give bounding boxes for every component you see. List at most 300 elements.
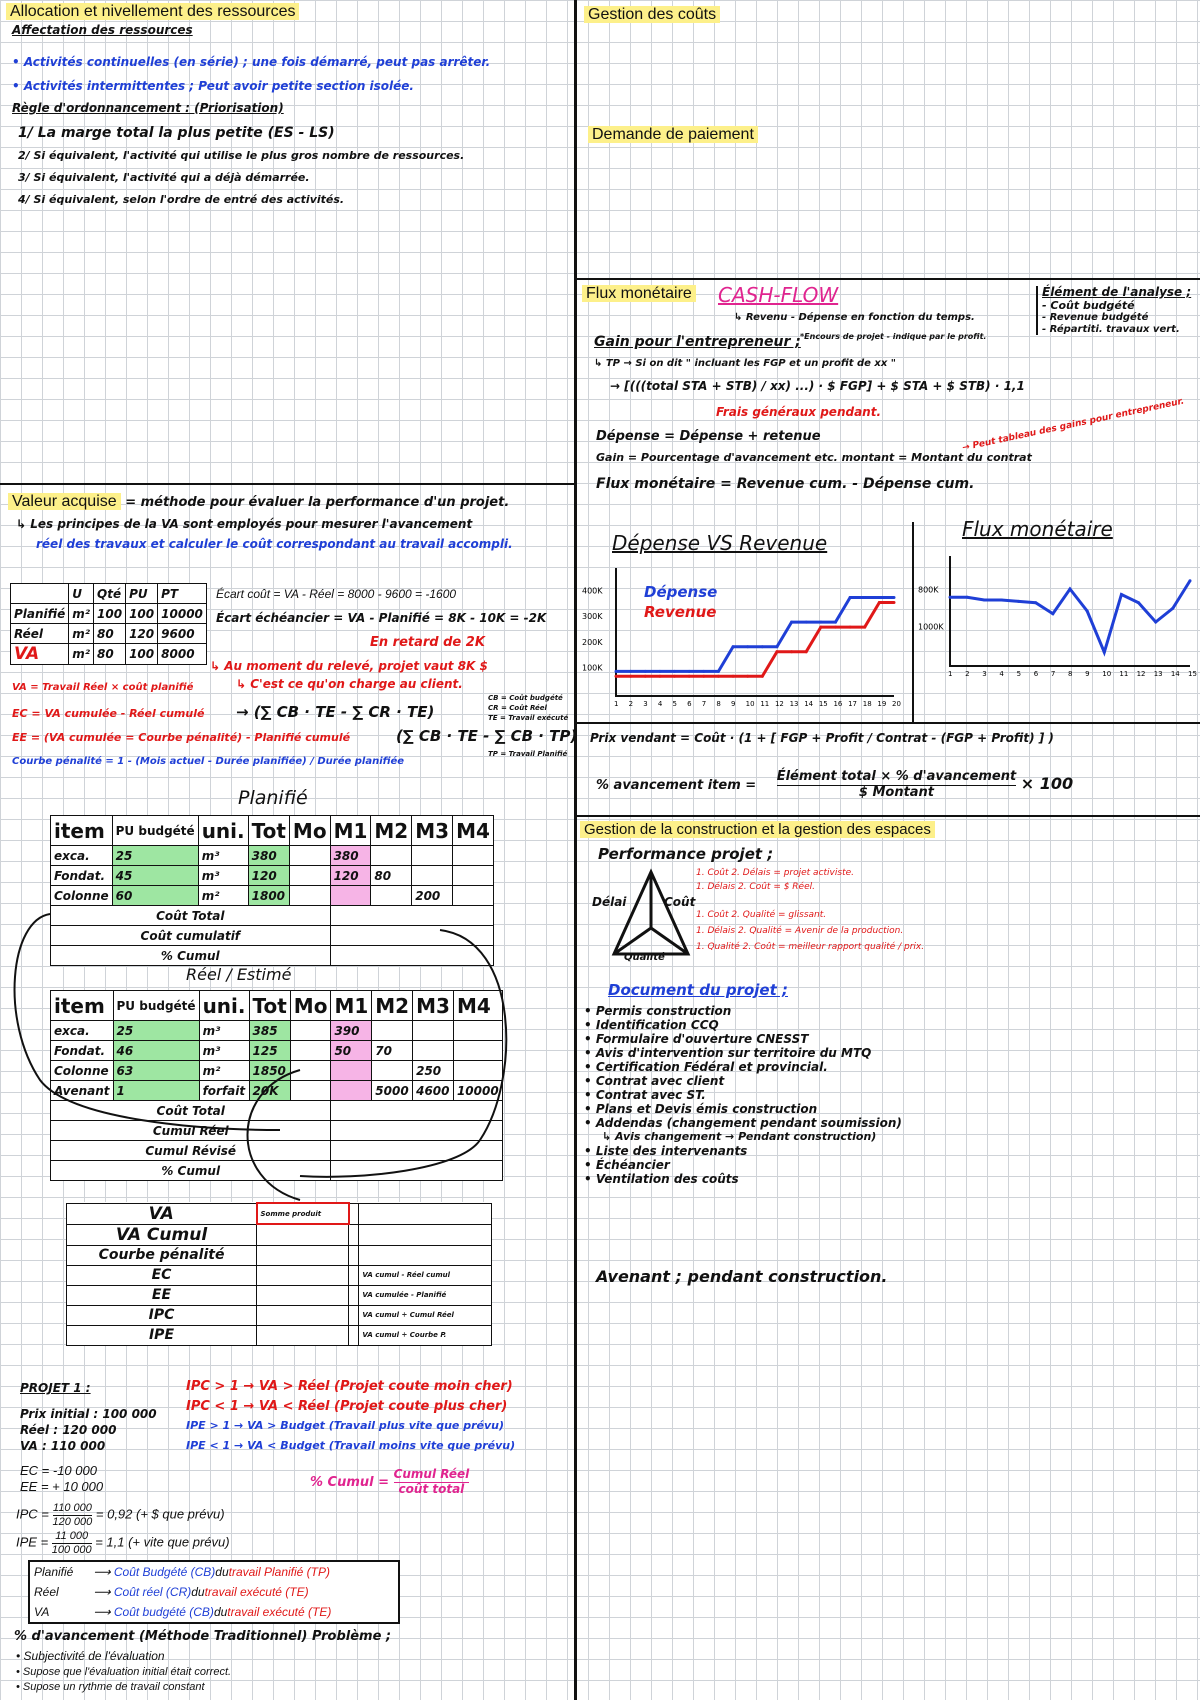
summary-row: [67, 1224, 492, 1245]
avance-b2: • Supose que l'évaluation initial était correct.: [16, 1666, 232, 1678]
chart-xtick: 13: [789, 700, 799, 708]
grid-cell: 385: [249, 1021, 290, 1041]
chart-point: [878, 596, 881, 599]
grid-cell: 45: [112, 866, 198, 886]
va-table-cell: VA: [11, 644, 69, 665]
va-head-cell: [11, 584, 69, 604]
chart-point: [629, 670, 632, 673]
legend-key: Réel: [34, 1585, 59, 1599]
chart1-legend-rev: Revenue: [644, 603, 717, 621]
divider-right-1: [576, 278, 1200, 280]
doc-item: • Identification CCQ: [584, 1018, 719, 1032]
legend-arrow: ⟶: [90, 1585, 114, 1599]
summary-cell: [359, 1245, 492, 1265]
chart-point: [688, 670, 691, 673]
paiement-title: Demande de paiement: [588, 126, 758, 143]
chart-ytick: 800K: [918, 585, 939, 595]
va-d3: EE = (VA cumulée = Courbe pénalité) - Planifié cumulé: [12, 731, 351, 744]
divider-right-2: [576, 815, 1200, 817]
grid-cell: 10000: [453, 1081, 502, 1101]
projet-l5: EE = + 10 000: [20, 1479, 104, 1494]
grid-cell: 1: [113, 1081, 199, 1101]
flux-l6: Dépense = Dépense + retenue: [596, 429, 821, 444]
grid-head-cell: Tot: [248, 816, 289, 846]
chart-point: [805, 621, 808, 624]
chart-point: [644, 675, 647, 678]
chart-xtick: 3: [643, 700, 648, 708]
pct-cumul-label: % Cumul =: [310, 1474, 390, 1490]
va-t1: = méthode pour évaluer la performance d'un projet.: [125, 495, 510, 510]
chart-xtick: 15: [818, 700, 828, 708]
grid-cell: 1850: [249, 1061, 290, 1081]
chart-point: [761, 675, 764, 678]
chart-point: [893, 596, 896, 599]
summary-cell: [257, 1285, 349, 1305]
chart-point: [1086, 610, 1089, 613]
grid-head-cell: M1: [331, 991, 372, 1021]
ipe-num: 11 000: [52, 1530, 92, 1544]
legend-row: [30, 1582, 398, 1602]
chart-xtick: 3: [982, 670, 987, 678]
prix-l2: % avancement item =: [596, 777, 757, 793]
chart-point: [878, 601, 881, 604]
doc-item: • Certification Fédéral et provincial.: [584, 1060, 828, 1074]
grid-head-cell: M3: [412, 816, 453, 846]
summary-row: [67, 1265, 492, 1285]
chart-point: [849, 626, 852, 629]
grid-cell: 200: [412, 886, 453, 906]
grid-cell: 63: [113, 1061, 199, 1081]
legend-v3: travail exécuté (TE): [204, 1585, 309, 1599]
chart-point: [1120, 593, 1123, 596]
grid-cell: 50: [331, 1041, 372, 1061]
chart-point: [1103, 651, 1106, 654]
grid-cell: Colonne: [51, 886, 113, 906]
chart-point: [615, 675, 618, 678]
chart-point: [717, 675, 720, 678]
va-d1b: VA = Travail Réel × coût planifié: [12, 682, 194, 693]
flow-arrows: [0, 880, 575, 1210]
grid-cell: 120: [248, 866, 289, 886]
legend-v2: du: [215, 1565, 229, 1579]
va-table-cell: 80: [94, 644, 126, 665]
grid-foot-label: Coût Total: [51, 906, 331, 926]
chart-point: [949, 596, 952, 599]
reel-title: Réel / Estimé: [186, 965, 292, 984]
grid-row: [51, 846, 494, 866]
doc-item: • Échéancier: [584, 1158, 670, 1172]
chart-point: [1069, 588, 1072, 591]
constr-title: Gestion de la construction et la gestion des espaces: [580, 821, 935, 838]
grid-cell: 25: [112, 846, 198, 866]
summary-row: [67, 1285, 492, 1305]
chart-xtick: 8: [1068, 670, 1073, 678]
grid-cell: m²: [198, 886, 248, 906]
tri-4: 1. Délais 2. Qualité = Avenir de la production.: [696, 926, 904, 936]
alloc-l2: • Activités intermittentes ; Peut avoir petite section isolée.: [12, 79, 414, 93]
flux-side2: - Coût budgété: [1042, 298, 1135, 312]
chart-point: [775, 650, 778, 653]
grid-cell: 1800: [248, 886, 289, 906]
va-table-cell: Planifié: [11, 604, 69, 624]
doc-item: • Contrat avec ST.: [584, 1088, 706, 1102]
grid-head-cell: Mo: [290, 991, 331, 1021]
grid-cell: [289, 846, 330, 866]
rule-3: IPE > 1 → VA > Budget (Travail plus vite que prévu): [186, 1419, 505, 1432]
summary-cell: [349, 1325, 359, 1345]
doc-title: Document du projet ;: [608, 981, 788, 999]
va-f1: → (∑ CB · TE - ∑ CR · TE): [236, 703, 435, 721]
alloc-l6: 3/ Si équivalent, l'activité qui a déjà démarrée.: [18, 171, 310, 184]
chart-point: [688, 675, 691, 678]
chart-point: [702, 670, 705, 673]
chart-xtick: 20: [892, 700, 901, 708]
va-table-cell: 100: [126, 604, 158, 624]
couts-title: Gestion des coûts: [584, 6, 720, 23]
chart-point: [775, 645, 778, 648]
avance-title: % d'avancement (Méthode Traditionnel) Problème ;: [14, 1629, 392, 1644]
chart-xtick: 9: [1085, 670, 1090, 678]
va-table-cell: 8000: [158, 644, 207, 665]
grid-cell: 125: [249, 1041, 290, 1061]
doc-list: [584, 1004, 902, 1186]
summary-cell: VA cumulée - Planifié: [359, 1285, 492, 1305]
legend-row: [30, 1602, 398, 1622]
chart-xtick: 12: [1136, 670, 1146, 678]
va-example-table: [10, 583, 207, 665]
va-ec: Écart coût = VA - Réel = 8000 - 9600 = -1600: [216, 587, 457, 601]
grid-head-cell: M4: [453, 816, 494, 846]
chart2-title: Flux monétaire: [962, 517, 1113, 541]
chart-separator: [912, 522, 914, 722]
chart-point: [732, 675, 735, 678]
va-table-cell: 120: [126, 624, 158, 644]
va-table-row: [11, 604, 207, 624]
grid-cell: 20K: [249, 1081, 290, 1101]
chart-xtick: 4: [999, 670, 1004, 678]
chart-xtick: 10: [745, 700, 755, 708]
grid-cell: exca.: [51, 846, 113, 866]
grid-head-cell: uni.: [199, 991, 249, 1021]
projet-l1: Prix initial : 100 000: [20, 1407, 157, 1421]
chart-point: [1137, 601, 1140, 604]
summary-cell: [349, 1265, 359, 1285]
va-n3: TE = Travail exécuté: [488, 714, 569, 722]
ipc-den: 120 000: [52, 1515, 93, 1528]
va-table-cell: Réel: [11, 624, 69, 644]
perf-title: Performance projet ;: [598, 845, 774, 863]
grid-head-cell: M2: [371, 816, 412, 846]
chart-point: [1154, 621, 1157, 624]
chart-point: [673, 675, 676, 678]
alloc-l1: • Activités continuelles (en série) ; une fois démarré, peut pas arrêter.: [12, 55, 491, 69]
grid-head-cell: M2: [372, 991, 413, 1021]
grid-cell: m³: [198, 866, 248, 886]
chart-xtick: 2: [965, 670, 970, 678]
ipc-num: 110 000: [52, 1502, 92, 1514]
grid-cell: 120: [330, 866, 371, 886]
chart-point: [1000, 599, 1003, 602]
va-table-cell: m²: [69, 624, 94, 644]
summary-row: [67, 1325, 492, 1345]
grid-cell: [371, 846, 412, 866]
projet-l4: EC = -10 000: [20, 1463, 97, 1478]
chart-point: [629, 675, 632, 678]
va-title: Valeur acquise: [8, 493, 121, 510]
chart-series-0: [950, 581, 1190, 653]
summary-cell: [257, 1245, 349, 1265]
legend-box: [28, 1560, 400, 1624]
chart-xtick: 10: [1102, 670, 1112, 678]
flux-note: → Peut tableau des gains pour entrepreneur.: [961, 396, 1186, 454]
chart-xtick: 19: [877, 700, 887, 708]
grid-foot-label: Cumul Révisé: [51, 1141, 331, 1161]
grid-cell: Fondat.: [51, 1041, 114, 1061]
projet-title: PROJET 1 :: [20, 1381, 91, 1395]
chart-point: [819, 621, 822, 624]
ipe-den: 100 000: [51, 1543, 92, 1556]
grid-cell: m³: [199, 1041, 249, 1061]
grid-head-cell: M3: [413, 991, 454, 1021]
tri-3: 1. Coût 2. Qualité = glissant.: [696, 910, 827, 920]
projet-l3: VA : 110 000: [20, 1439, 106, 1453]
va-table-cell: 9600: [158, 624, 207, 644]
flux-title: Flux monétaire: [582, 285, 696, 302]
grid-foot-label: % Cumul: [51, 946, 331, 966]
chart-point: [849, 596, 852, 599]
va-d4: Courbe pénalité = 1 - (Mois actuel - Durée planifiée) / Durée planifiée: [12, 756, 405, 767]
chart-point: [790, 650, 793, 653]
legend-v3: travail exécuté (TE): [227, 1605, 332, 1619]
chart-xtick: 6: [1033, 670, 1039, 678]
chart-point: [644, 670, 647, 673]
chart-point: [717, 670, 720, 673]
grid-cell: 80: [371, 866, 412, 886]
summary-label: VA Cumul: [67, 1224, 257, 1245]
chart-point: [658, 670, 661, 673]
chart-point: [761, 645, 764, 648]
flux-l2b: *Encours de projet - indique par le profit.: [800, 332, 987, 341]
doc-item: • Addendas (changement pendant soumission): [584, 1116, 902, 1130]
summary-cell: VA cumul - Réel cumul: [359, 1265, 492, 1285]
rule-2: IPC < 1 → VA < Réel (Projet coute plus cher): [186, 1399, 508, 1414]
va-retard: En retard de 2K: [370, 635, 485, 650]
chart-point: [702, 675, 705, 678]
grid-cell: m³: [199, 1021, 249, 1041]
chart-xtick: 18: [862, 700, 872, 708]
doc-item: ↳ Avis changement → Pendant construction): [602, 1130, 877, 1143]
chart-ytick: 1000K: [918, 622, 944, 632]
center-divider: [574, 0, 577, 1700]
legend-v1: Coût réel (CR): [113, 1585, 192, 1599]
tri-2: 1. Délais 2. Coût = $ Réel.: [696, 882, 815, 892]
chart-point: [983, 599, 986, 602]
chart-xtick: 1: [614, 700, 619, 708]
chart-xtick: 7: [701, 700, 707, 708]
chart-point: [673, 670, 676, 673]
summary-cell: [359, 1224, 492, 1245]
chart-point: [834, 626, 837, 629]
va-head-cell: U: [69, 584, 94, 604]
performance-triangle: [606, 868, 696, 964]
va-client: ↳ C'est ce qu'on charge au client.: [236, 677, 463, 691]
avance-b1: • Subjectivité de l'évaluation: [16, 1649, 165, 1663]
alloc-sub: Affectation des ressources: [12, 23, 193, 37]
summary-cell: [257, 1224, 349, 1245]
prix-l2n: Élément total × % d'avancement: [776, 769, 1017, 784]
chart-xtick: 1: [948, 670, 953, 678]
va-head-cell: PU: [126, 584, 158, 604]
va-table-head: [11, 584, 207, 604]
va-table-cell: m²: [69, 644, 94, 665]
chart-xtick: 6: [687, 700, 692, 708]
grid-cell: 25: [113, 1021, 199, 1041]
chart-point: [863, 596, 866, 599]
summary-cell: [257, 1305, 349, 1325]
summary-cell: [349, 1224, 359, 1245]
grid-head-cell: uni.: [198, 816, 248, 846]
alloc-l5: 2/ Si équivalent, l'activité qui utilise le plus gros nombre de ressources.: [18, 149, 465, 162]
va-head-cell: PT: [158, 584, 207, 604]
tri-5: 1. Qualité 2. Coût = meilleur rapport qualité / prix.: [696, 942, 925, 952]
grid-cell: m²: [199, 1061, 249, 1081]
tri-1: 1. Coût 2. Délais = projet activiste.: [696, 868, 854, 878]
chart-point: [819, 626, 822, 629]
divider-prix: [576, 722, 1200, 724]
doc-item: • Avis d'intervention sur territoire du MTQ: [584, 1046, 872, 1060]
flux-l3: ↳ TP → Si on dit " incluant les FGP et un profit de xx ": [594, 358, 896, 369]
legend-row: [30, 1562, 398, 1582]
legend-v3: travail Planifié (TP): [228, 1565, 330, 1579]
chart-point: [1189, 579, 1192, 582]
chart-point: [1017, 600, 1020, 603]
summary-label: EE: [67, 1285, 257, 1305]
grid-cell: 5000: [372, 1081, 413, 1101]
ipc-result: = 0,92 (+ $ que prévu): [95, 1506, 225, 1522]
doc-item: • Contrat avec client: [584, 1074, 725, 1088]
va-n2: CR = Coût Réel: [488, 704, 547, 712]
grid-head-cell: Mo: [289, 816, 330, 846]
legend-arrow: ⟶: [90, 1565, 114, 1579]
va-head-cell: Qté: [94, 584, 126, 604]
summary-cell: VA cumul ÷ Courbe P.: [359, 1325, 492, 1345]
flux-l8: Flux monétaire = Revenue cum. - Dépense cum.: [596, 476, 975, 492]
doc-item: • Permis construction: [584, 1004, 732, 1018]
grid-cell: Fondat.: [51, 866, 113, 886]
grid-cell: 70: [372, 1041, 413, 1061]
legend-v2: du: [191, 1585, 205, 1599]
rule-1: IPC > 1 → VA > Réel (Projet coute moin cher): [186, 1379, 513, 1394]
planifie-title: Planifié: [238, 787, 308, 809]
chart-xtick: 15: [1188, 670, 1197, 678]
chart-point: [746, 645, 749, 648]
chart1-title: Dépense VS Revenue: [612, 531, 828, 555]
doc-item: • Plans et Devis émis construction: [584, 1102, 818, 1116]
grid-cell: Avenant: [51, 1081, 114, 1101]
summary-label: VA: [67, 1203, 257, 1224]
avenant-note: Avenant ; pendant construction.: [596, 1267, 888, 1286]
va-table-cell: 100: [94, 604, 126, 624]
prix-l1: Prix vendant = Coût · (1 + [ FGP + Profit / Contrat - (FGP + Profit) ] ): [590, 731, 1054, 745]
legend-v2: du: [213, 1605, 228, 1619]
chart-xtick: 14: [1170, 670, 1180, 678]
chart-point: [1051, 612, 1054, 615]
va-table-cell: m²: [69, 604, 94, 624]
summary-cell: [349, 1245, 359, 1265]
doc-item: • Liste des intervenants: [584, 1144, 748, 1158]
legend-v1: Coût budgété (CB): [113, 1605, 214, 1619]
grid-cell: 46: [113, 1041, 199, 1061]
projet-l2: Réel : 120 000: [20, 1423, 117, 1437]
flux-side1: Élément de l'analyse ;: [1042, 285, 1192, 299]
grid-foot-label: Coût cumulatif: [51, 926, 331, 946]
grid-cell: 390: [331, 1021, 372, 1041]
grid-head: [51, 816, 494, 846]
alloc-l7: 4/ Si équivalent, selon l'ordre de entré des activités.: [18, 193, 345, 206]
prix-l2r: × 100: [1020, 773, 1074, 793]
va-n4: TP = Travail Planifié: [488, 750, 568, 758]
grid-cell: m³: [198, 846, 248, 866]
grid-cell: exca.: [51, 1021, 114, 1041]
summary-row: [67, 1245, 492, 1265]
grid-head-cell: PU budgété: [112, 816, 198, 846]
chart-point: [805, 650, 808, 653]
summary-cell: VA cumul ÷ Cumul Réel: [359, 1305, 492, 1325]
chart-point: [790, 621, 793, 624]
chart-xtick: 13: [1153, 670, 1163, 678]
summary-cell: Somme produit: [257, 1203, 349, 1224]
va-f2: (∑ CB · TE - ∑ CB · TP): [396, 727, 578, 745]
va-d2: EC = VA cumulée - Réel cumulé: [12, 707, 205, 720]
alloc-l3: Règle d'ordonnancement : (Priorisation): [12, 101, 284, 115]
flux-side4: - Répartiti. travaux vert.: [1042, 323, 1180, 335]
va-table-row: [11, 644, 207, 665]
summary-cell: [349, 1305, 359, 1325]
chart-xtick: 14: [804, 700, 814, 708]
depense-revenue-chart: [580, 560, 900, 720]
grid-cell: 250: [413, 1061, 454, 1081]
chart-ytick: 300K: [582, 612, 603, 622]
grid-head-cell: M4: [453, 991, 502, 1021]
summary-cell: [257, 1325, 349, 1345]
tri-qualite: Qualité: [624, 952, 665, 963]
va-table-cell: 80: [94, 624, 126, 644]
grid-cell: [412, 846, 453, 866]
chart-point: [615, 670, 618, 673]
grid-head-cell: PU budgété: [113, 991, 199, 1021]
flux-l2: Gain pour l'entrepreneur ;: [594, 334, 801, 350]
va-t3: réel des travaux et calculer le coût correspondant au travail accompli.: [36, 537, 513, 551]
grid-head-cell: Tot: [249, 991, 290, 1021]
grid-cell: 380: [330, 846, 371, 866]
chart-xtick: 8: [716, 700, 721, 708]
summary-cell: [257, 1265, 349, 1285]
grid-cell: forfait: [199, 1081, 249, 1101]
chart-xtick: 12: [774, 700, 784, 708]
chart-point: [966, 596, 969, 599]
va-table-cell: 10000: [158, 604, 207, 624]
grid-head-cell: item: [51, 991, 114, 1021]
chart-xtick: 5: [672, 700, 677, 708]
doc-item: • Formulaire d'ouverture CNESST: [584, 1032, 809, 1046]
va-t2: ↳ Les principes de la VA sont employés pour mesurer l'avancement: [16, 517, 473, 531]
chart-ytick: 100K: [582, 663, 603, 673]
grid-cell: [453, 846, 494, 866]
grid-cell: Colonne: [51, 1061, 114, 1081]
chart-xtick: 11: [1119, 670, 1129, 678]
avance-b3: • Supose un rythme de travail constant: [16, 1681, 205, 1693]
pct-cumul-num: Cumul Réel: [393, 1467, 470, 1481]
